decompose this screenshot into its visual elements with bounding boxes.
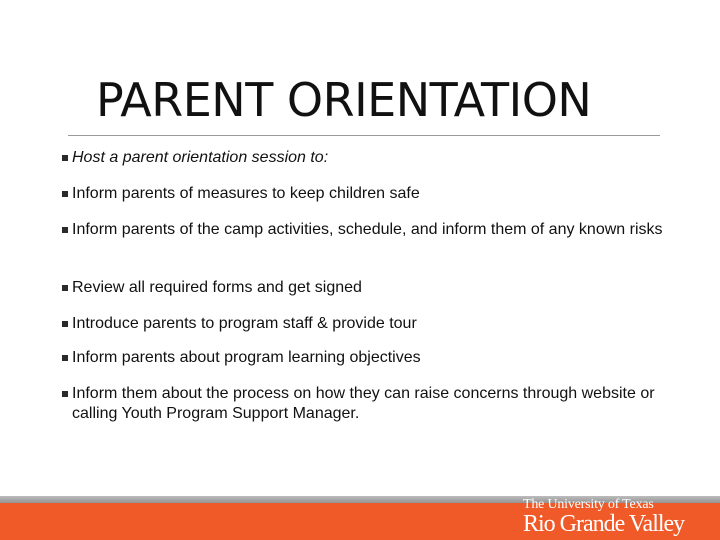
logo-campus-text: Rio Grande Valley <box>523 511 685 537</box>
square-bullet-icon <box>62 227 68 233</box>
bullet-text: Inform parents of the camp activities, schedule, and inform them of any known risks <box>72 221 663 238</box>
square-bullet-icon <box>62 285 68 291</box>
slide-title: PARENT ORIENTATION <box>96 73 592 127</box>
bullet-item <box>62 348 421 368</box>
square-bullet-icon <box>62 321 68 327</box>
square-bullet-icon <box>62 191 68 197</box>
bullet-text: Review all required forms and get signed <box>72 279 362 296</box>
square-bullet-icon <box>62 391 68 397</box>
bullet-text: Inform parents of measures to keep children safe <box>72 185 420 202</box>
bullet-text: Inform them about the process on how they can raise concerns through website or calling Youth Program Support Manager. <box>72 385 655 422</box>
bullet-item <box>62 148 328 168</box>
square-bullet-icon <box>62 155 68 161</box>
bullet-item <box>62 278 362 298</box>
title-divider <box>68 135 660 136</box>
bullet-text: Introduce parents to program staff & provide tour <box>72 315 417 332</box>
bullet-text: Host a parent orientation session to: <box>72 149 329 166</box>
bullet-item <box>62 184 420 204</box>
bullet-item <box>62 314 417 334</box>
logo-university-text: The University of Texas <box>523 497 654 512</box>
square-bullet-icon <box>62 355 68 361</box>
utrgv-logo <box>523 497 685 539</box>
bullet-text: Inform parents about program learning objectives <box>72 349 421 366</box>
bullet-item <box>62 220 663 240</box>
bullet-item <box>62 384 672 424</box>
